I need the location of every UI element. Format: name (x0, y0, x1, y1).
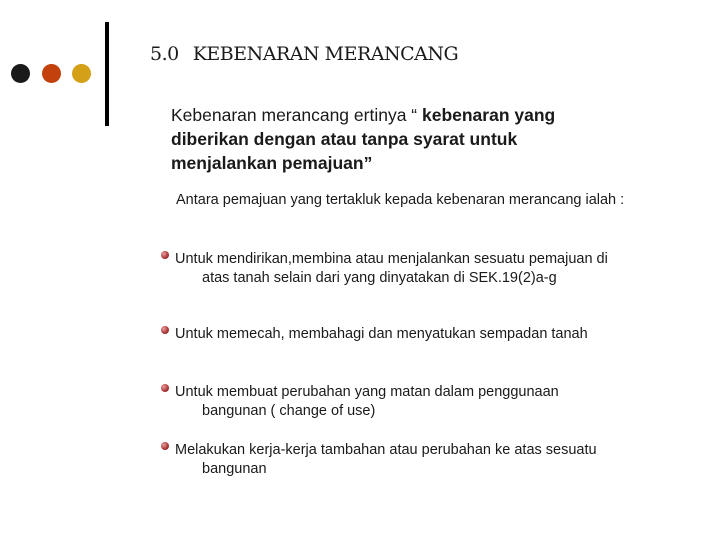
list-item-text: Untuk mendirikan,membina atau menjalankan sesuatu pemajuan di atas tanah selain dari yang dinyatakan di SEK.19(2)a-g (175, 251, 608, 286)
title-number: 5.0 (150, 43, 179, 65)
vertical-divider (105, 22, 109, 126)
bullet-dot-icon (161, 384, 169, 392)
title-text: KEBENARAN MERANCANG (192, 43, 459, 65)
orange-dot-icon (42, 64, 61, 83)
list-item-text: Melakukan kerja-kerja tambahan atau perubahan ke atas sesuatu bangunan (175, 442, 597, 477)
black-dot-icon (11, 64, 30, 83)
bullet-dot-icon (161, 326, 169, 334)
gold-dot-icon (72, 64, 91, 83)
list-item (175, 441, 615, 479)
list-item (175, 325, 615, 344)
slide-title (150, 43, 458, 65)
definition-text (171, 103, 611, 175)
bullet-dot-icon (161, 442, 169, 450)
list-item (175, 250, 615, 288)
list-item-text: Untuk memecah, membahagi dan menyatukan sempadan tanah (175, 326, 588, 342)
bullet-dot-icon (161, 251, 169, 259)
definition-bold: kebenaran yang diberikan dengan atau tanpa syarat untuk menjalankan pemajuan” (171, 105, 556, 173)
intro-text: Antara pemajuan yang tertakluk kepada kebenaran merancang ialah : (176, 192, 625, 208)
list-item-text: Untuk membuat perubahan yang matan dalam penggunaan bangunan ( change of use) (175, 384, 559, 419)
list-item (175, 383, 615, 421)
definition-prefix: Kebenaran merancang ertinya “ (171, 105, 422, 125)
